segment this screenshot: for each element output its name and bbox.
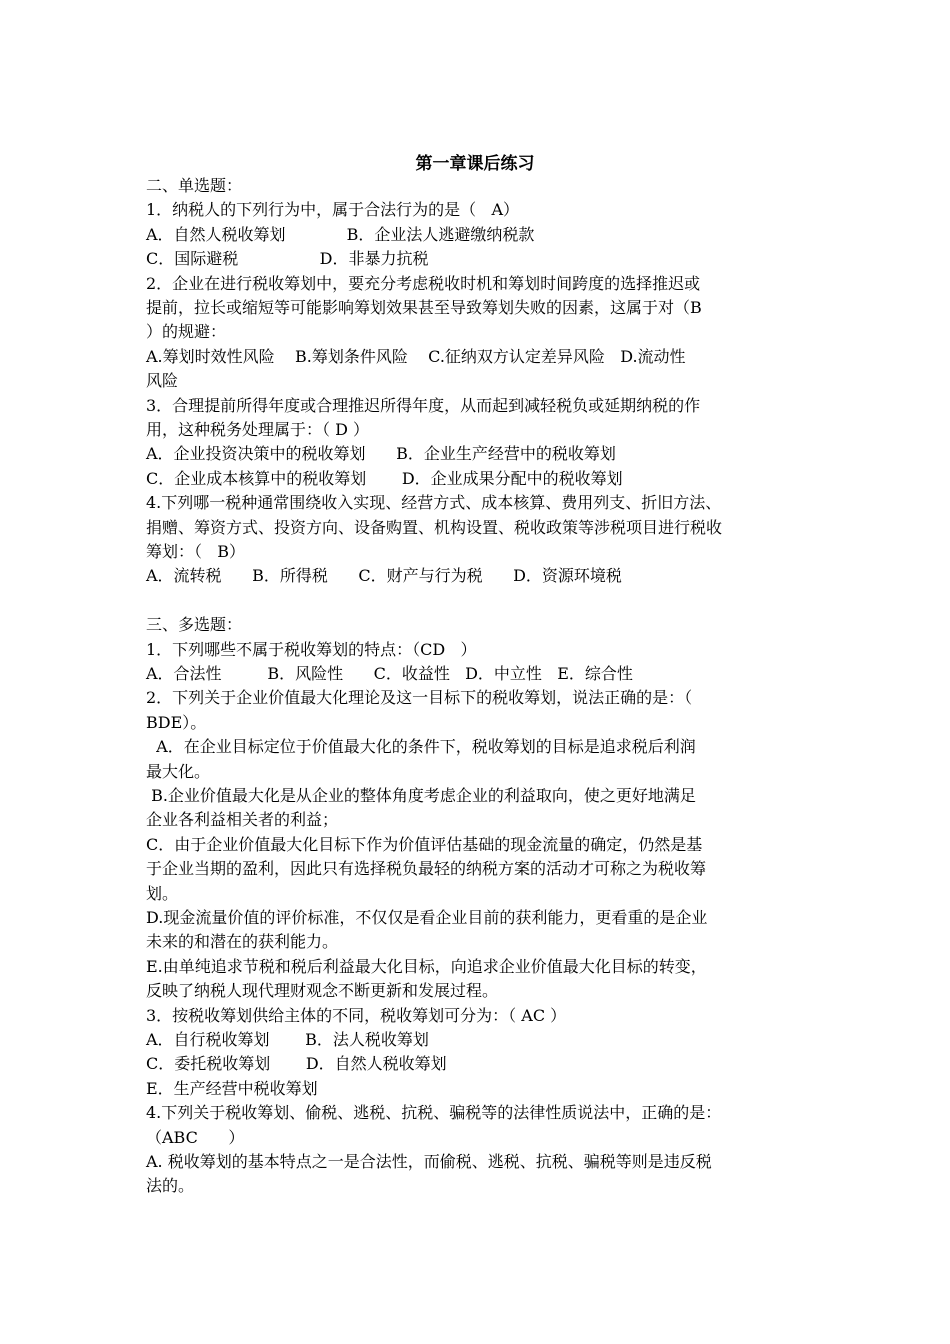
text-line: A．在企业目标定位于价值最大化的条件下，税收筹划的目标是追求税后利润 (146, 737, 696, 757)
text-line: 3．合理提前所得年度或合理推迟所得年度，从而起到减轻税负或延期纳税的作 (146, 395, 701, 415)
text-line: ）的规避： (146, 322, 227, 342)
text-line: 反映了纳税人现代理财观念不断更新和发展过程。 (146, 981, 499, 1001)
text-line: A．流转税 B．所得税 C．财产与行为税 D．资源环境税 (146, 566, 622, 586)
text-line: 法的。 (146, 1176, 195, 1196)
text-line: 1．下列哪些不属于税收筹划的特点：（CD ） (146, 639, 477, 659)
text-line: 1．纳税人的下列行为中，属于合法行为的是（ A） (146, 200, 519, 220)
text-line: 企业各利益相关者的利益； (146, 810, 339, 830)
text-line: 2．企业在进行税收筹划中，要充分考虑税收时机和筹划时间跨度的选择推迟或 (146, 273, 701, 293)
text-line: A．合法性 B．风险性 C．收益性 D．中立性 E．综合性 (146, 664, 633, 683)
text-line: 三、多选题： (146, 615, 243, 635)
text-line: B.企业价值最大化是从企业的整体角度考虑企业的利益取向，使之更好地满足 (146, 786, 696, 805)
text-line: 筹划：（ B） (146, 542, 246, 561)
text-line: E．生产经营中税收筹划 (146, 1078, 318, 1098)
text-line: 4.下列哪一税种通常围绕收入实现、经营方式、成本核算、费用列支、折旧方法、 (146, 493, 722, 513)
text-line: 风险 (146, 371, 179, 391)
text-line: 用，这种税务处理属于：（ D ） (146, 420, 370, 439)
text-line: 二、单选题： (146, 176, 243, 195)
text-line: A．企业投资决策中的税收筹划 B．企业生产经营中的税收筹划 (146, 444, 616, 464)
page-title: 第一章课后练习 (415, 154, 535, 174)
text-line: 捐赠、筹资方式、投资方向、设备购置、机构设置、税收政策等涉税项目进行税收 (146, 517, 723, 537)
text-line: C．由于企业价值最大化目标下作为价值评估基础的现金流量的确定，仍然是基 (146, 834, 703, 854)
text-line: C．委托税收筹划 D．自然人税收筹划 (146, 1054, 447, 1074)
text-line: 提前，拉长或缩短等可能影响筹划效果甚至导致筹划失败的因素，这属于对（B (146, 298, 702, 317)
text-line: D.现金流量价值的评价标准，不仅仅是看企业目前的获利能力，更看重的是企业 (146, 908, 708, 927)
text-line: C．企业成本核算中的税收筹划 D．企业成果分配中的税收筹划 (146, 468, 623, 488)
text-line: 3．按税收筹划供给主体的不同，税收筹划可分为：（ AC ） (146, 1005, 567, 1025)
text-line: 最大化。 (146, 761, 211, 781)
text-line: 2．下列关于企业价值最大化理论及这一目标下的税收筹划，说法正确的是：（ (146, 688, 693, 708)
text-line: E.由单纯追求节税和税后利益最大化目标，向追求企业价值最大化目标的转变， (146, 956, 707, 976)
text-line: A．自行税收筹划 B．法人税收筹划 (146, 1030, 429, 1049)
text-line: C．国际避税 D．非暴力抗税 (146, 249, 429, 269)
text-line: BDE）。 (146, 712, 207, 732)
text-line: 4.下列关于税收筹划、偷税、逃税、抗税、骗税等的法律性质说法中，正确的是： (146, 1103, 722, 1123)
text-line: A. 税收筹划的基本特点之一是合法性，而偷税、逃税、抗税、骗税等则是违反税 (146, 1152, 712, 1171)
text-line (146, 589, 816, 613)
text-line: A．自然人税收筹划 B．企业法人逃避缴纳税款 (146, 224, 535, 244)
text-line: A.筹划时效性风险 B.筹划条件风险 C.征纳双方认定差异风险 D.流动性 (146, 346, 686, 366)
text-line: 划。 (146, 883, 179, 903)
text-line: （ABC ） (146, 1127, 245, 1147)
text-line: 于企业当期的盈利，因此只有选择税负最轻的纳税方案的活动才可称之为税收筹 (146, 859, 707, 879)
text-line: 未来的和潜在的获利能力。 (146, 932, 339, 952)
